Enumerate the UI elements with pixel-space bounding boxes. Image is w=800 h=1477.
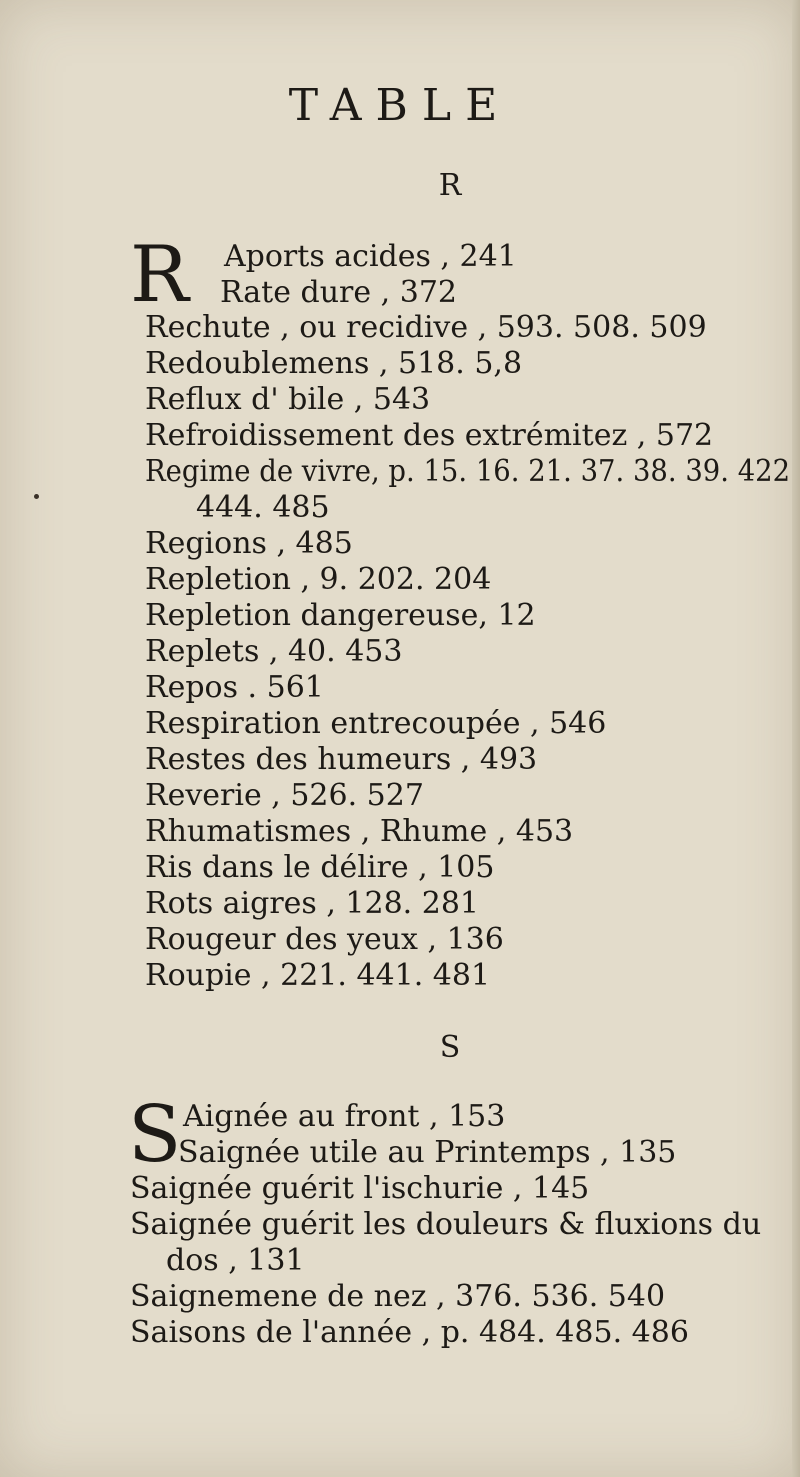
index-entry: Repletion , 9. 202. 204 (145, 562, 492, 597)
index-entry: Reflux d' bile , 543 (145, 382, 431, 417)
index-entry: Respiration entrecoupée , 546 (145, 706, 607, 741)
index-entry: Aports acides , 241 (224, 239, 517, 274)
index-entry: Rate dure , 372 (220, 275, 457, 310)
index-entry: Repos . 561 (145, 670, 324, 705)
index-entry: Saignemene de nez , 376. 536. 540 (130, 1279, 666, 1314)
index-entry: Regime de vivre, p. 15. 16. 21. 37. 38. 39. 422 (145, 454, 791, 489)
index-entry: Rechute , ou recidive , 593. 508. 509 (145, 310, 707, 345)
margin-dot (34, 494, 39, 499)
index-entry: Saisons de l'année , p. 484. 485. 486 (130, 1315, 689, 1350)
index-entry: Reverie , 526. 527 (145, 778, 424, 813)
index-entry: Saignée guérit les douleurs & fluxions du (130, 1207, 762, 1242)
index-entry: Regions , 485 (145, 526, 353, 561)
page-edge (792, 0, 800, 1477)
index-entry: Replets , 40. 453 (145, 634, 403, 669)
index-entry: dos , 131 (166, 1243, 305, 1278)
index-entry: Rhumatismes , Rhume , 453 (145, 814, 574, 849)
index-entry: Rots aigres , 128. 281 (145, 886, 480, 921)
index-entry: Saignée guérit l'ischurie , 145 (130, 1171, 590, 1206)
index-entry: 444. 485 (196, 490, 330, 525)
index-entry: Aignée au front , 153 (183, 1099, 506, 1134)
index-entry: Saignée utile au Printemps , 135 (178, 1135, 677, 1170)
dropcap-r: R (130, 230, 189, 320)
index-entry: Roupie , 221. 441. 481 (145, 958, 491, 993)
page-title: TABLE (288, 80, 512, 131)
index-entry: Repletion dangereuse, 12 (145, 598, 536, 633)
section-letter-s: S (439, 1030, 461, 1065)
index-entry: Refroidissement des extrémitez , 572 (145, 418, 714, 453)
index-entry: Rougeur des yeux , 136 (145, 922, 504, 957)
section-letter-r: R (438, 168, 462, 203)
dropcap-s: S (128, 1090, 182, 1180)
index-entry: Redoublemens , 518. 5,8 (145, 346, 523, 381)
index-entry: Ris dans le délire , 105 (145, 850, 495, 885)
index-entry: Restes des humeurs , 493 (145, 742, 538, 777)
